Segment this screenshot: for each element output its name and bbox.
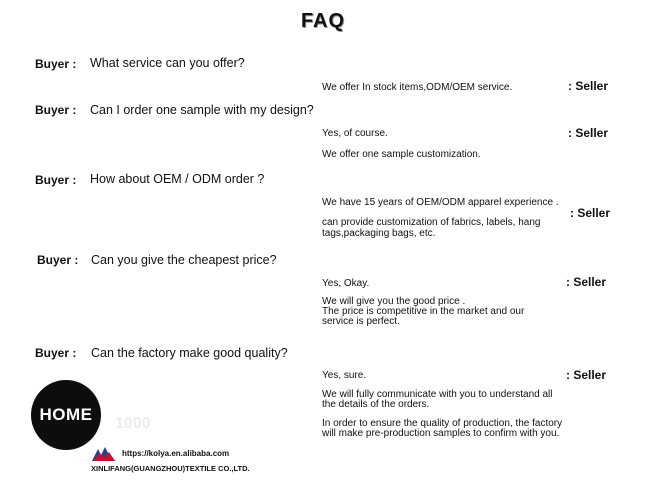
buyer-label: Buyer :: [37, 253, 79, 267]
faq-answer-5-1: Yes, sure.: [322, 370, 367, 381]
faq-answer-5-2: We will fully communicate with you to understand all the details of the orders.: [322, 389, 553, 410]
faq-answer-2-1: Yes, of course.: [322, 128, 388, 139]
faq-question-2: Can I order one sample with my design?: [90, 103, 314, 117]
faq-question-3: How about OEM / ODM order ?: [90, 172, 265, 186]
faq-question-4: Can you give the cheapest price?: [91, 253, 277, 267]
seller-label: : Seller: [566, 368, 607, 382]
faq-answer-1-1: We offer In stock items,ODM/OEM service.: [322, 82, 513, 93]
buyer-label: Buyer :: [35, 103, 77, 117]
faq-answer-2-2: We offer one sample customization.: [322, 149, 481, 160]
buyer-label: Buyer :: [35, 57, 77, 71]
faq-question-1: What service can you offer?: [90, 56, 245, 70]
faq-answer-3-2: can provide customization of fabrics, labels, hang tags,packaging bags, etc.: [322, 217, 541, 239]
seller-label: : Seller: [566, 275, 607, 289]
company-url-link[interactable]: https://kolya.en.alibaba.com: [122, 449, 230, 458]
faq-answer-4-2: We will give you the good price . The price is competitive in the market and our service is perfect.: [322, 296, 525, 327]
page-title: FAQ: [300, 10, 346, 32]
seller-label: : Seller: [568, 79, 609, 93]
buyer-label: Buyer :: [35, 346, 77, 360]
company-name: XINLIFANG(GUANGZHOU)TEXTILE CO.,LTD.: [91, 464, 250, 473]
home-button[interactable]: [31, 380, 101, 450]
faq-answer-3-1: We have 15 years of OEM/ODM apparel experience .: [322, 197, 559, 208]
watermark: 1000: [115, 415, 151, 432]
company-logo-icon: [91, 446, 117, 462]
faq-answer-4-1: Yes, Okay.: [322, 278, 370, 289]
seller-label: : Seller: [568, 126, 609, 140]
seller-label: : Seller: [570, 206, 611, 220]
faq-question-5: Can the factory make good quality?: [91, 346, 288, 360]
home-button-label: HOME: [39, 405, 93, 424]
faq-answer-5-3: In order to ensure the quality of production, the factory will make pre-production samples to confirm with you.: [322, 418, 563, 439]
buyer-label: Buyer :: [35, 173, 77, 187]
